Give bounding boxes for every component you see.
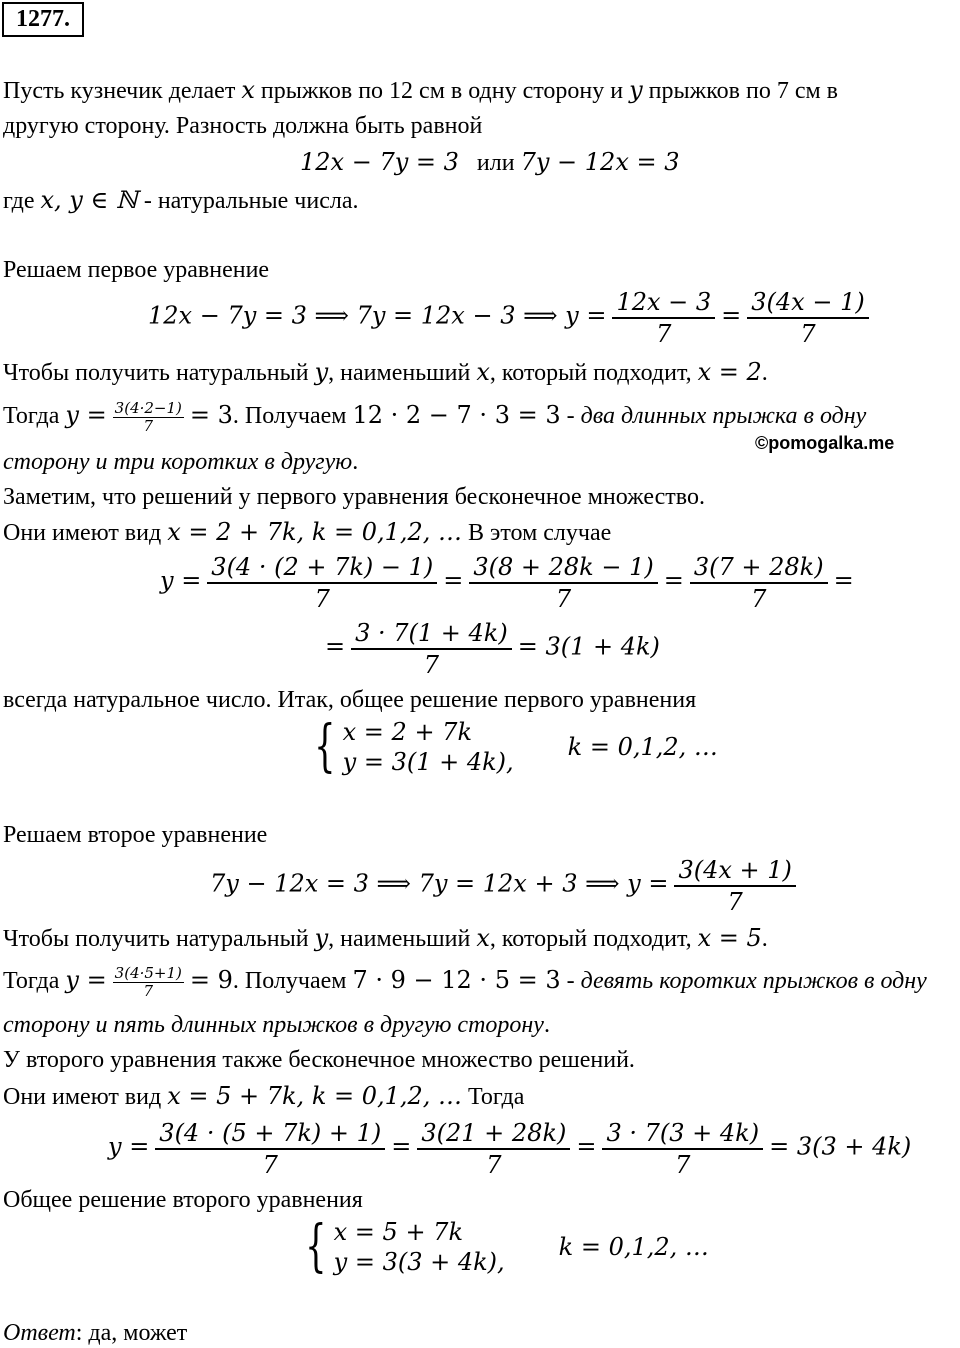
second-equation: 7y − 12x = 3 ⟹ 7y = 12x + 3 ⟹ y = $\frac{3(4x + 1)}{7}$ xyxy=(210,855,796,917)
first-natural-line: Чтобы получить натуральный y, наименьший x, который подходит, x = 2. xyxy=(3,358,768,386)
first-system: { x = 2 + 7k y = 3(1 + 4k), k = 0,1,2, … xyxy=(314,714,718,779)
first-y-fraction-4: $\frac{3 \cdot 7(1 + 4k)}{7}$ xyxy=(351,618,512,680)
first-fraction-1: $\frac{12x - 3}{7}$ xyxy=(612,287,715,349)
second-then-fraction: $\frac{3(4\cdot 5+1)}{7}$ xyxy=(114,964,182,1000)
second-then-line-2: сторону и пять длинных прыжков в другую сторону. xyxy=(3,1012,550,1038)
first-y-expansion: y = $\frac{3(4 \cdot (2 + 7k) - 1)}{7}$ = $\frac{3(8 + 28k - 1)}{7}$ = $\frac{3(7 + 28k)}{7}$ = xyxy=(160,553,854,613)
intro-line-2: другую сторону. Разность должна быть равной xyxy=(3,113,483,139)
first-then-line-2: сторону и три коротких в другую. xyxy=(3,449,359,475)
answer-line: Ответ: да, может xyxy=(3,1320,188,1346)
intro-line-1: Пусть кузнечик делает x прыжков по 12 см в одну сторону и y прыжков по 7 см в xyxy=(3,76,838,104)
brace-icon: { xyxy=(305,1214,327,1279)
second-general-line: Общее решение второго уравнения xyxy=(3,1187,363,1213)
first-form-line: Они имеют вид x = 2 + 7k, k = 0,1,2, … В этом случае xyxy=(3,518,612,546)
first-then-line: Тогда y = $\frac{3(4\cdot 2-1)}{7}$ = 3. Получаем 12 · 2 − 7 · 3 = 3 - два длинных прыжка в одну xyxy=(3,399,867,435)
first-then-fraction: $\frac{3(4\cdot 2-1)}{7}$ xyxy=(114,399,182,435)
watermark: ©pomogalka.me xyxy=(755,433,895,453)
brace-icon: { xyxy=(314,714,336,779)
second-y-fraction-2: $\frac{3(21 + 28k)}{7}$ xyxy=(417,1118,570,1180)
first-fraction-2: $\frac{3(4x - 1)}{7}$ xyxy=(747,287,868,349)
first-always-line: всегда натуральное число. Итак, общее решение первого уравнения xyxy=(3,687,697,713)
first-y-fraction-3: $\frac{3(7 + 28k)}{7}$ xyxy=(690,552,828,614)
second-y-fraction-3: $\frac{3 \cdot 7(3 + 4k)}{7}$ xyxy=(602,1118,763,1180)
second-natural-line: Чтобы получить натуральный y, наименьший x, который подходит, x = 5. xyxy=(3,924,768,952)
first-y-fraction-1: $\frac{3(4 \cdot (2 + 7k) - 1)}{7}$ xyxy=(207,552,437,614)
second-y-fraction-1: $\frac{3(4 \cdot (5 + 7k) + 1)}{7}$ xyxy=(155,1118,385,1180)
first-note: Заметим, что решений у первого уравнения бесконечное множество. xyxy=(3,484,705,510)
intro-equations: 12x − 7y = 3 или 7y − 12x = 3 xyxy=(300,148,680,176)
second-form-line: Они имеют вид x = 5 + 7k, k = 0,1,2, … Тогда xyxy=(3,1082,525,1110)
second-fraction: $\frac{3(4x + 1)}{7}$ xyxy=(674,855,795,917)
first-heading: Решаем первое уравнение xyxy=(3,257,270,283)
intro-line-4: где x, y ∈ ℕ - натуральные числа. xyxy=(3,186,359,214)
first-y-simplified: = $\frac{3 \cdot 7(1 + 4k)}{7}$ = 3(1 + 4k) xyxy=(325,619,660,679)
second-then-line: Тогда y = $\frac{3(4\cdot 5+1)}{7}$ = 9. Получаем 7 · 9 − 12 · 5 = 3 - девять коротких прыжков в одну xyxy=(3,964,927,1000)
second-system: { x = 5 + 7k y = 3(3 + 4k), k = 0,1,2, … xyxy=(305,1214,709,1279)
problem-number: 1277. xyxy=(2,2,84,37)
first-y-fraction-2: $\frac{3(8 + 28k - 1)}{7}$ xyxy=(469,552,657,614)
second-heading: Решаем второе уравнение xyxy=(3,822,268,848)
first-equation: 12x − 7y = 3 ⟹ 7y = 12x − 3 ⟹ y = $\frac{12x - 3}{7}$ = $\frac{3(4x - 1)}{7}$ xyxy=(148,287,869,349)
second-y-expansion: y = $\frac{3(4 \cdot (5 + 7k) + 1)}{7}$ = $\frac{3(21 + 28k)}{7}$ = $\frac{3 \cdot 7(3 + 4k)}{7}$ = 3(3 + 4k) xyxy=(108,1119,912,1179)
second-note: У второго уравнения также бесконечное множество решений. xyxy=(3,1047,635,1073)
